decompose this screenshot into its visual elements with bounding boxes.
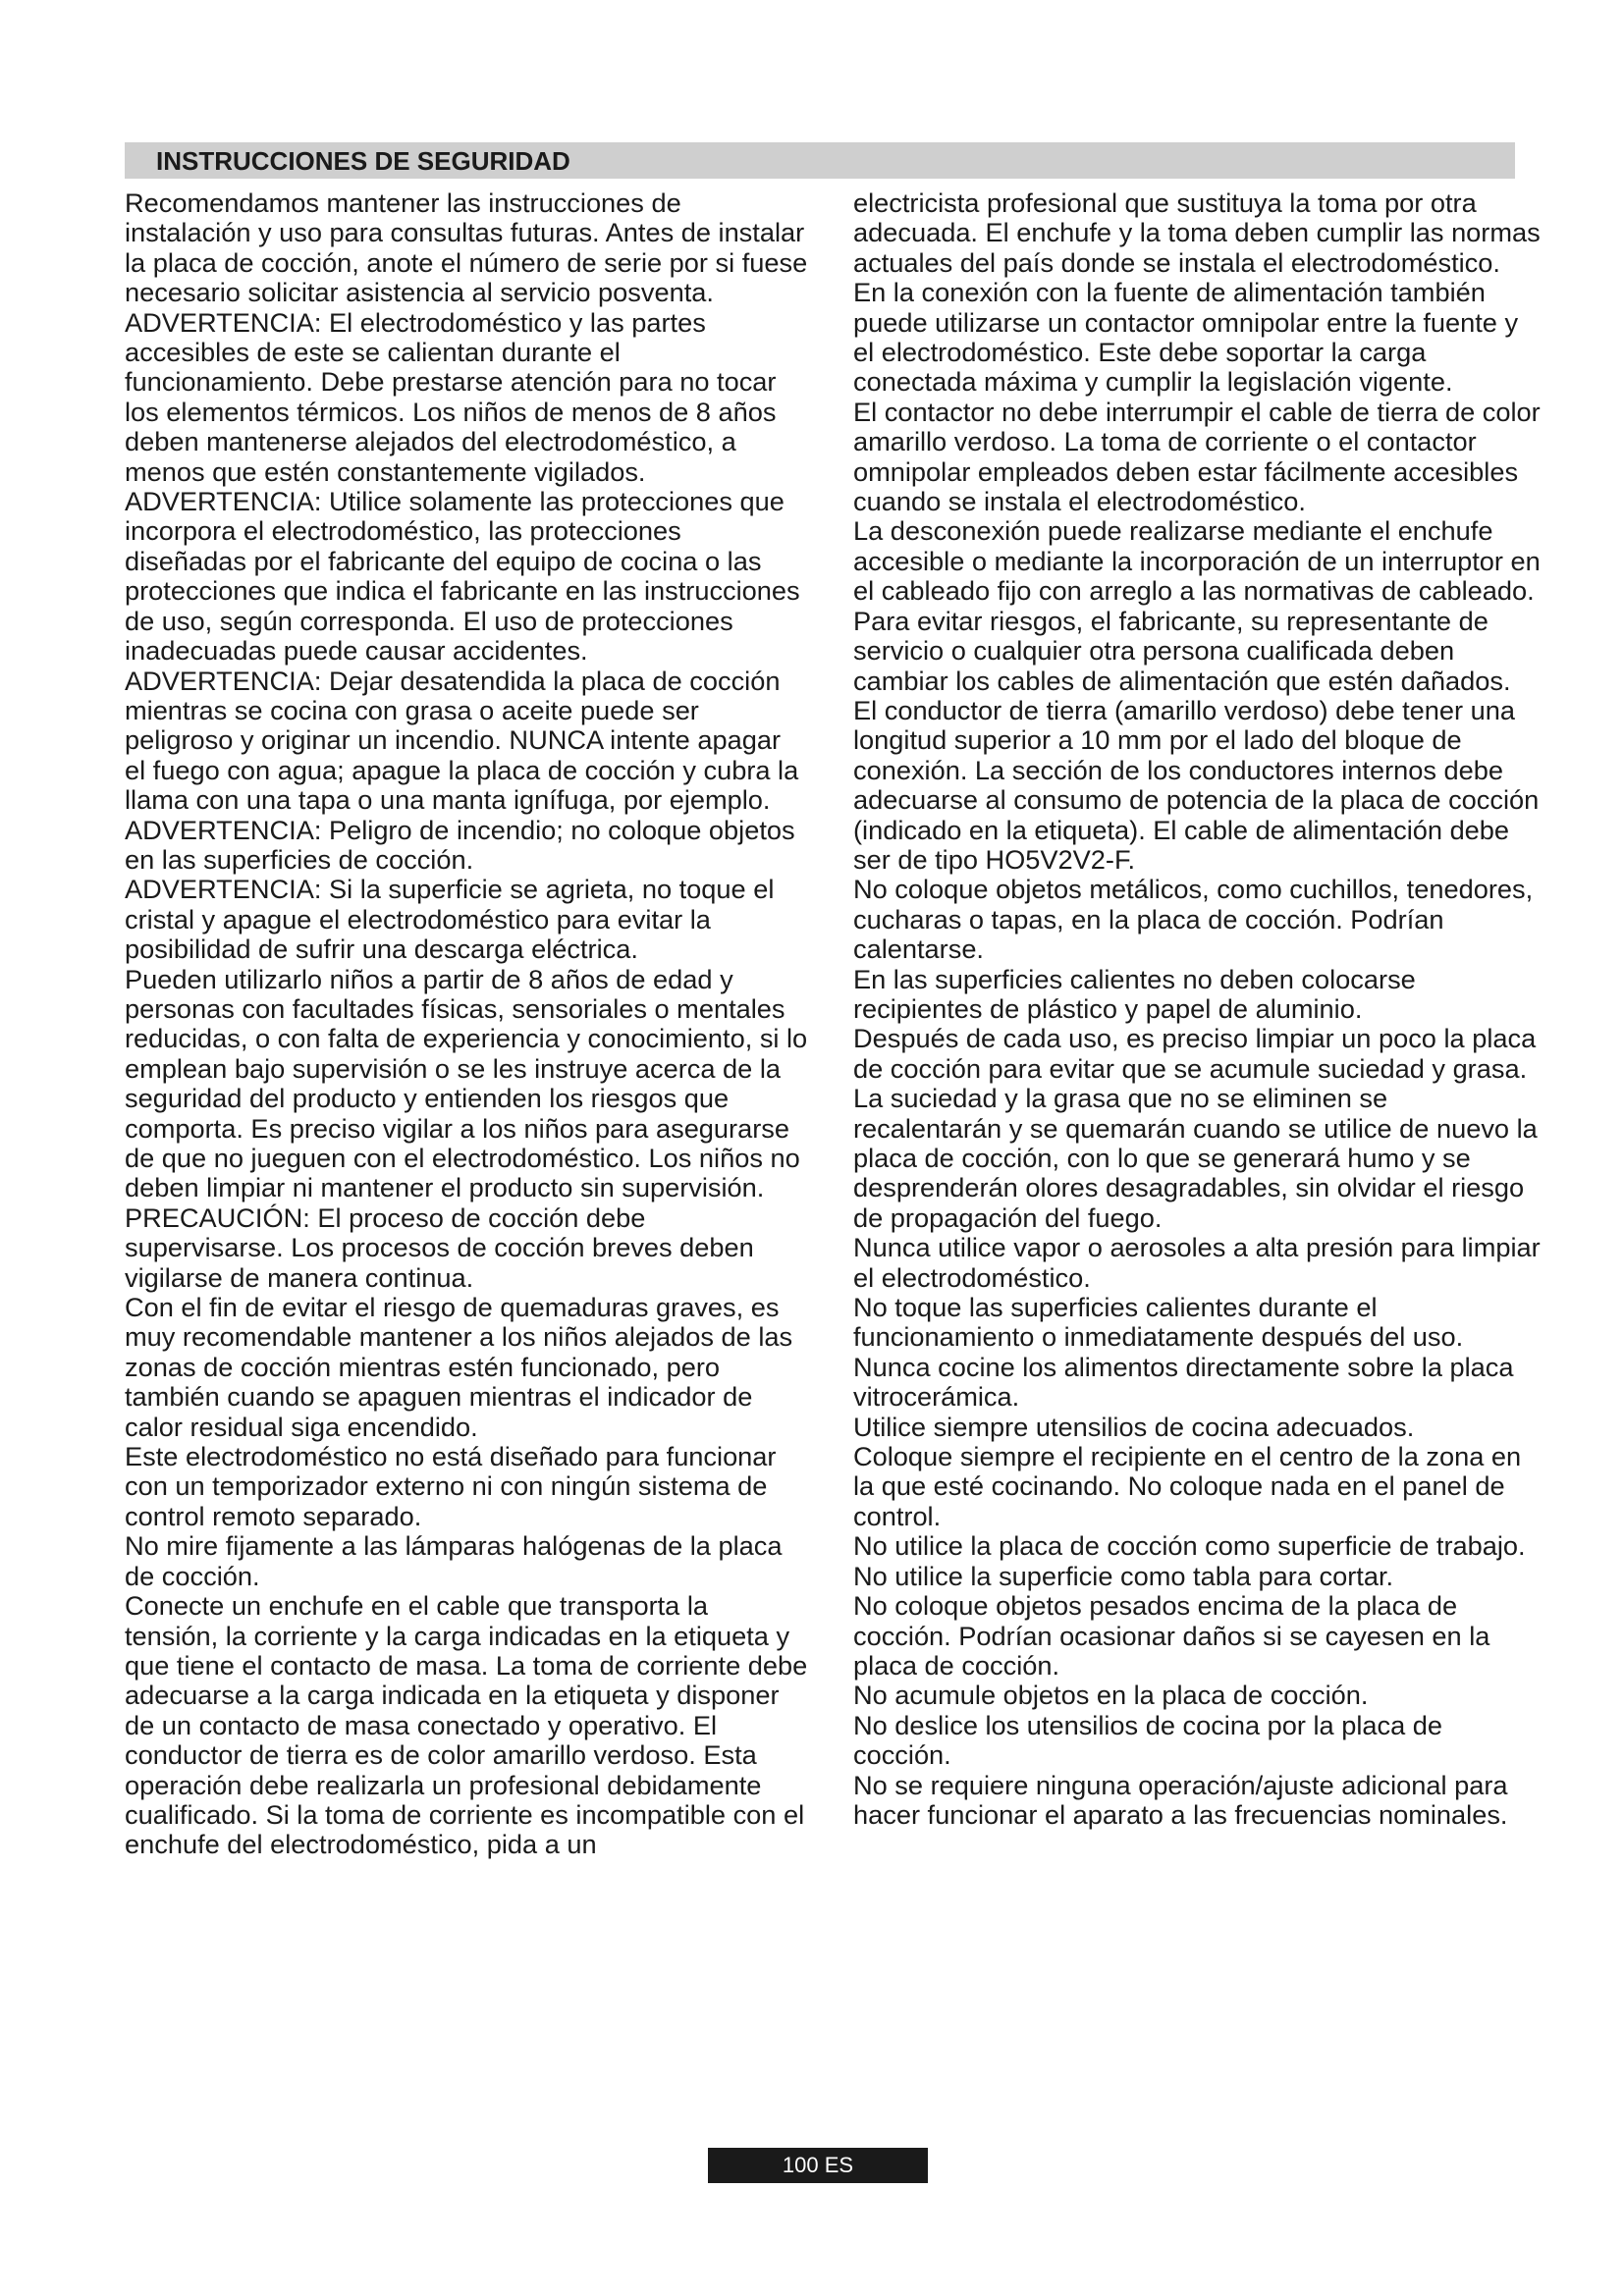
page-number-bar (708, 2148, 928, 2183)
left-column (125, 188, 808, 1860)
paragraph: No utilice la placa de cocción como superficie de trabajo. (853, 1530, 1526, 1562)
section-header-bar (125, 142, 1515, 179)
paragraph: La desconexión puede realizarse mediante el enchufe accesible o mediante la incorporación de un interruptor en el cableado fijo con arreglo a las normativas de cableado. (853, 515, 1541, 607)
paragraph: No deslice los utensilios de cocina por la placa de cocción. (853, 1709, 1442, 1771)
paragraph: No se requiere ninguna operación/ajuste adicional para hacer funcionar el aparato a las frecuencias nominales. (853, 1769, 1508, 1830)
paragraph: En la conexión con la fuente de alimentación también puede utilizarse un contactor omnipolar entre la fuente y el electrodoméstico. Este debe soportar la carga conectada máxima y cumplir la legislación vigente. (853, 277, 1519, 398)
paragraph: electricista profesional que sustituya la toma por otra adecuada. El enchufe y la toma deben cumplir las normas actuales del país donde se instala el electrodoméstico. (853, 187, 1541, 278)
paragraph: No acumule objetos en la placa de cocción. (853, 1680, 1369, 1711)
paragraph: No coloque objetos pesados encima de la placa de cocción. Podrían ocasionar daños si se cayesen en la placa de cocción. (853, 1590, 1490, 1681)
paragraph: Utilice siempre utensilios de cocina adecuados. (853, 1411, 1415, 1442)
paragraph: El contactor no debe interrumpir el cable de tierra de color amarillo verdoso. La toma de corriente o el contactor omnipolar empleados deben estar fácilmente accesibles cuando se instala el electrodoméstico. (853, 396, 1541, 517)
paragraph: PRECAUCIÓN: El proceso de cocción debe supervisarse. Los procesos de cocción breves deben vigilarse de manera continua. (125, 1201, 754, 1293)
paragraph: Coloque siempre el recipiente en el centro de la zona en la que esté cocinando. No coloque nada en el panel de control. (853, 1441, 1522, 1531)
paragraph: Recomendamos mantener las instrucciones de instalación y uso para consultas futuras. Antes de instalar la placa de cocción, anote el número de serie por si fuese necesario solicitar asistencia al servicio posventa. (125, 187, 808, 308)
section-title: INSTRUCCIONES DE SEGURIDAD (156, 146, 570, 176)
paragraph: Pueden utilizarlo niños a partir de 8 años de edad y personas con facultades físicas, sensoriales o mentales reducidas, o con falta de experiencia y conocimiento, si lo emplean bajo supervisión o se les instruye acerca de la seguridad del producto y entienden los riesgos que comporta. Es preciso vigilar a los niños para asegurarse de que no jueguen con el electrodoméstico. Los niños no deben limpiar ni mantener el producto sin supervisión. (125, 963, 808, 1203)
paragraph: ADVERTENCIA: Utilice solamente las protecciones que incorpora el electrodoméstico, las protecciones diseñadas por el fabricante del equipo de cocina o las protecciones que indica el fabricante en las instrucciones de uso, según corresponda. El uso de protecciones inadecuadas puede causar accidentes. (125, 486, 800, 667)
paragraph: ADVERTENCIA: Peligro de incendio; no coloque objetos en las superficies de cocción. (125, 814, 795, 875)
paragraph: Nunca utilice vapor o aerosoles a alta presión para limpiar el electrodoméstico. (853, 1232, 1541, 1293)
paragraph: ADVERTENCIA: Dejar desatendida la placa de cocción mientras se cocina con grasa o aceite puede ser peligroso y originar un incendio. NUNCA intente apagar el fuego con agua; apague la placa de cocción y cubra la llama con una tapa o una manta ignífuga, por ejemplo. (125, 665, 799, 816)
paragraph: Conecte un enchufe en el cable que transporta la tensión, la corriente y la carga indicadas en la etiqueta y que tiene el contacto de masa. La toma de corriente debe adecuarse a la carga indicada en la etiqueta y disponer de un contacto de masa conectado y operativo. El conductor de tierra es de color amarillo verdoso. Esta operación debe realizarla un profesional debidamente cualificado. Si la toma de corriente es incompatible con el enchufe del electrodoméstico, pida a un (125, 1590, 808, 1860)
paragraph: No toque las superficies calientes durante el funcionamiento o inmediatamente después del uso. (853, 1292, 1464, 1353)
paragraph: No mire fijamente a las lámparas halógenas de la placa de cocción. (125, 1530, 783, 1591)
paragraph: No coloque objetos metálicos, como cuchillos, tenedores, cucharas o tapas, en la placa de cocción. Podrían calentarse. (853, 874, 1534, 965)
paragraph: Nunca cocine los alimentos directamente sobre la placa vitrocerámica. (853, 1351, 1514, 1413)
paragraph: ADVERTENCIA: El electrodoméstico y las partes accesibles de este se calientan durante el funcionamiento. Debe prestarse atención para no tocar los elementos térmicos. Los niños de menos de 8 años deben mantenerse alejados del electrodoméstico, a menos que estén constantemente vigilados. (125, 306, 777, 487)
right-column (853, 188, 1541, 1830)
paragraph: Con el fin de evitar el riesgo de quemaduras graves, es muy recomendable mantener a los niños alejados de las zonas de cocción mientras estén funcionado, pero también cuando se apaguen mientras el indicador de calor residual siga encendido. (125, 1292, 793, 1442)
paragraph: No utilice la superficie como tabla para cortar. (853, 1560, 1394, 1591)
paragraph: ADVERTENCIA: Si la superficie se agrieta, no toque el cristal y apague el electrodoméstico para evitar la posibilidad de sufrir una descarga eléctrica. (125, 874, 775, 965)
paragraph: Para evitar riesgos, el fabricante, su representante de servicio o cualquier otra persona cualificada deben cambiar los cables de alimentación que estén dañados. El conductor de tierra (amarillo verdoso) debe tener una longitud superior a 10 mm por el lado del bloque de conexión. La sección de los conductores internos debe adecuarse al consumo de potencia de la placa de cocción (indicado en la etiqueta). El cable de alimentación debe ser de tipo HO5V2V2-F. (853, 605, 1540, 875)
paragraph: Después de cada uso, es preciso limpiar un poco la placa de cocción para evitar que se acumule suciedad y grasa. La suciedad y la grasa que no se eliminen se recalentarán y se quemarán cuando se utilice de nuevo la placa de cocción, con lo que se generará humo y se desprenderán olores desagradables, sin olvidar el riesgo de propagación del fuego. (853, 1023, 1538, 1233)
page-number: 100 ES (782, 2153, 854, 2177)
paragraph: Este electrodoméstico no está diseñado para funcionar con un temporizador externo ni con ningún sistema de control remoto separado. (125, 1441, 777, 1531)
paragraph: En las superficies calientes no deben colocarse recipientes de plástico y papel de aluminio. (853, 963, 1416, 1024)
